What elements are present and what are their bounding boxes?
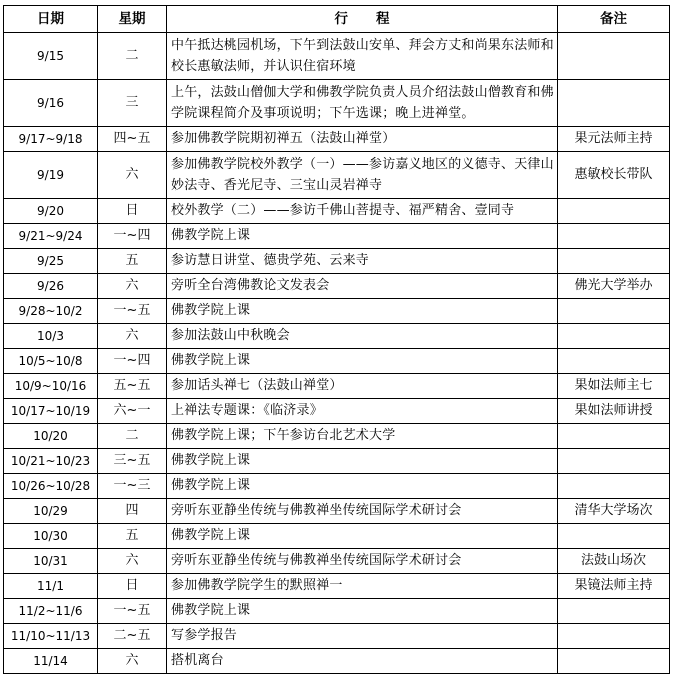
weekday-cell: 日 <box>98 199 167 224</box>
activity-cell: 搭机离台 <box>167 649 558 674</box>
weekday-cell: 四 <box>98 499 167 524</box>
weekday-cell: 一~四 <box>98 224 167 249</box>
table-row <box>4 152 670 199</box>
weekday-cell: 六 <box>98 649 167 674</box>
date-cell: 10/5~10/8 <box>4 349 98 374</box>
activity-cell: 校外教学（二）——参访千佛山菩提寺、福严精舍、壹同寺 <box>167 199 558 224</box>
date-cell: 10/17~10/19 <box>4 399 98 424</box>
schedule-table <box>3 5 670 674</box>
activity-cell: 佛教学院上课 <box>167 299 558 324</box>
table-row <box>4 299 670 324</box>
activity-cell: 参访慧日讲堂、德贵学苑、云来寺 <box>167 249 558 274</box>
note-cell: 果镜法师主持 <box>558 574 670 599</box>
weekday-cell: 日 <box>98 574 167 599</box>
weekday-cell: 六 <box>98 274 167 299</box>
note-cell <box>558 349 670 374</box>
table-row <box>4 549 670 574</box>
weekday-cell: 二 <box>98 424 167 449</box>
activity-cell: 佛教学院上课 <box>167 524 558 549</box>
weekday-cell: 一~五 <box>98 299 167 324</box>
table-row <box>4 80 670 127</box>
activity-cell: 佛教学院上课 <box>167 349 558 374</box>
header-activity: 行程 <box>167 6 558 33</box>
activity-cell: 参加话头禅七（法鼓山禅堂） <box>167 374 558 399</box>
note-cell <box>558 80 670 127</box>
table-row <box>4 624 670 649</box>
date-cell: 10/20 <box>4 424 98 449</box>
weekday-cell: 一~四 <box>98 349 167 374</box>
activity-cell: 旁听全台湾佛教论文发表会 <box>167 274 558 299</box>
date-cell: 9/28~10/2 <box>4 299 98 324</box>
activity-cell: 佛教学院上课 <box>167 224 558 249</box>
table-row <box>4 127 670 152</box>
date-cell: 9/15 <box>4 33 98 80</box>
activity-cell: 旁听东亚静坐传统与佛教禅坐传统国际学术研讨会 <box>167 499 558 524</box>
date-cell: 9/25 <box>4 249 98 274</box>
header-weekday: 星期 <box>98 6 167 33</box>
date-cell: 9/26 <box>4 274 98 299</box>
note-cell <box>558 524 670 549</box>
weekday-cell: 一~五 <box>98 599 167 624</box>
table-row <box>4 33 670 80</box>
note-cell: 果元法师主持 <box>558 127 670 152</box>
header-note: 备注 <box>558 6 670 33</box>
table-row <box>4 274 670 299</box>
table-row <box>4 374 670 399</box>
date-cell: 9/21~9/24 <box>4 224 98 249</box>
table-row <box>4 524 670 549</box>
note-cell <box>558 649 670 674</box>
note-cell <box>558 249 670 274</box>
activity-cell: 上午，法鼓山僧伽大学和佛教学院负责人员介绍法鼓山僧教育和佛学院课程简介及事项说明；下午选课；晚上进禅堂。 <box>167 80 558 127</box>
note-cell <box>558 424 670 449</box>
weekday-cell: 六 <box>98 324 167 349</box>
date-cell: 11/1 <box>4 574 98 599</box>
date-cell: 9/17~9/18 <box>4 127 98 152</box>
activity-cell: 佛教学院上课 <box>167 474 558 499</box>
note-cell <box>558 324 670 349</box>
note-cell <box>558 33 670 80</box>
activity-cell: 中午抵达桃园机场，下午到法鼓山安单、拜会方丈和尚果东法师和校长惠敏法师，并认识住宿环境 <box>167 33 558 80</box>
table-row <box>4 199 670 224</box>
table-row <box>4 449 670 474</box>
weekday-cell: 二~五 <box>98 624 167 649</box>
weekday-cell: 六 <box>98 549 167 574</box>
table-row <box>4 649 670 674</box>
activity-cell: 佛教学院上课；下午参访台北艺术大学 <box>167 424 558 449</box>
weekday-cell: 一~三 <box>98 474 167 499</box>
activity-cell: 写参学报告 <box>167 624 558 649</box>
date-cell: 9/20 <box>4 199 98 224</box>
table-row <box>4 249 670 274</box>
note-cell <box>558 474 670 499</box>
date-cell: 10/9~10/16 <box>4 374 98 399</box>
date-cell: 10/26~10/28 <box>4 474 98 499</box>
note-cell <box>558 199 670 224</box>
table-row <box>4 324 670 349</box>
note-cell <box>558 624 670 649</box>
weekday-cell: 三 <box>98 80 167 127</box>
table-row <box>4 224 670 249</box>
date-cell: 11/10~11/13 <box>4 624 98 649</box>
table-row <box>4 349 670 374</box>
date-cell: 11/2~11/6 <box>4 599 98 624</box>
note-cell <box>558 224 670 249</box>
weekday-cell: 四~五 <box>98 127 167 152</box>
weekday-cell: 五 <box>98 524 167 549</box>
activity-cell: 参加佛教学院校外教学（一）——参访嘉义地区的义德寺、天律山妙法寺、香光尼寺、三宝山灵岩禅寺 <box>167 152 558 199</box>
date-cell: 10/31 <box>4 549 98 574</box>
table-row <box>4 399 670 424</box>
activity-cell: 参加佛教学院期初禅五（法鼓山禅堂） <box>167 127 558 152</box>
date-cell: 11/14 <box>4 649 98 674</box>
header-date: 日期 <box>4 6 98 33</box>
note-cell: 清华大学场次 <box>558 499 670 524</box>
table-row <box>4 424 670 449</box>
weekday-cell: 五~五 <box>98 374 167 399</box>
note-cell <box>558 599 670 624</box>
activity-cell: 旁听东亚静坐传统与佛教禅坐传统国际学术研讨会 <box>167 549 558 574</box>
date-cell: 9/16 <box>4 80 98 127</box>
note-cell: 惠敏校长带队 <box>558 152 670 199</box>
date-cell: 9/19 <box>4 152 98 199</box>
weekday-cell: 六~一 <box>98 399 167 424</box>
note-cell: 法鼓山场次 <box>558 549 670 574</box>
note-cell: 佛光大学举办 <box>558 274 670 299</box>
weekday-cell: 三~五 <box>98 449 167 474</box>
note-cell <box>558 449 670 474</box>
date-cell: 10/29 <box>4 499 98 524</box>
activity-cell: 参加法鼓山中秋晚会 <box>167 324 558 349</box>
table-row <box>4 599 670 624</box>
table-row <box>4 474 670 499</box>
header-row <box>4 6 670 33</box>
activity-cell: 佛教学院上课 <box>167 449 558 474</box>
activity-cell: 佛教学院上课 <box>167 599 558 624</box>
activity-cell: 上禅法专题课：《临济录》 <box>167 399 558 424</box>
table-row <box>4 499 670 524</box>
activity-cell: 参加佛教学院学生的默照禅一 <box>167 574 558 599</box>
date-cell: 10/30 <box>4 524 98 549</box>
date-cell: 10/3 <box>4 324 98 349</box>
note-cell: 果如法师主七 <box>558 374 670 399</box>
weekday-cell: 二 <box>98 33 167 80</box>
note-cell <box>558 299 670 324</box>
date-cell: 10/21~10/23 <box>4 449 98 474</box>
weekday-cell: 六 <box>98 152 167 199</box>
note-cell: 果如法师讲授 <box>558 399 670 424</box>
weekday-cell: 五 <box>98 249 167 274</box>
table-row <box>4 574 670 599</box>
